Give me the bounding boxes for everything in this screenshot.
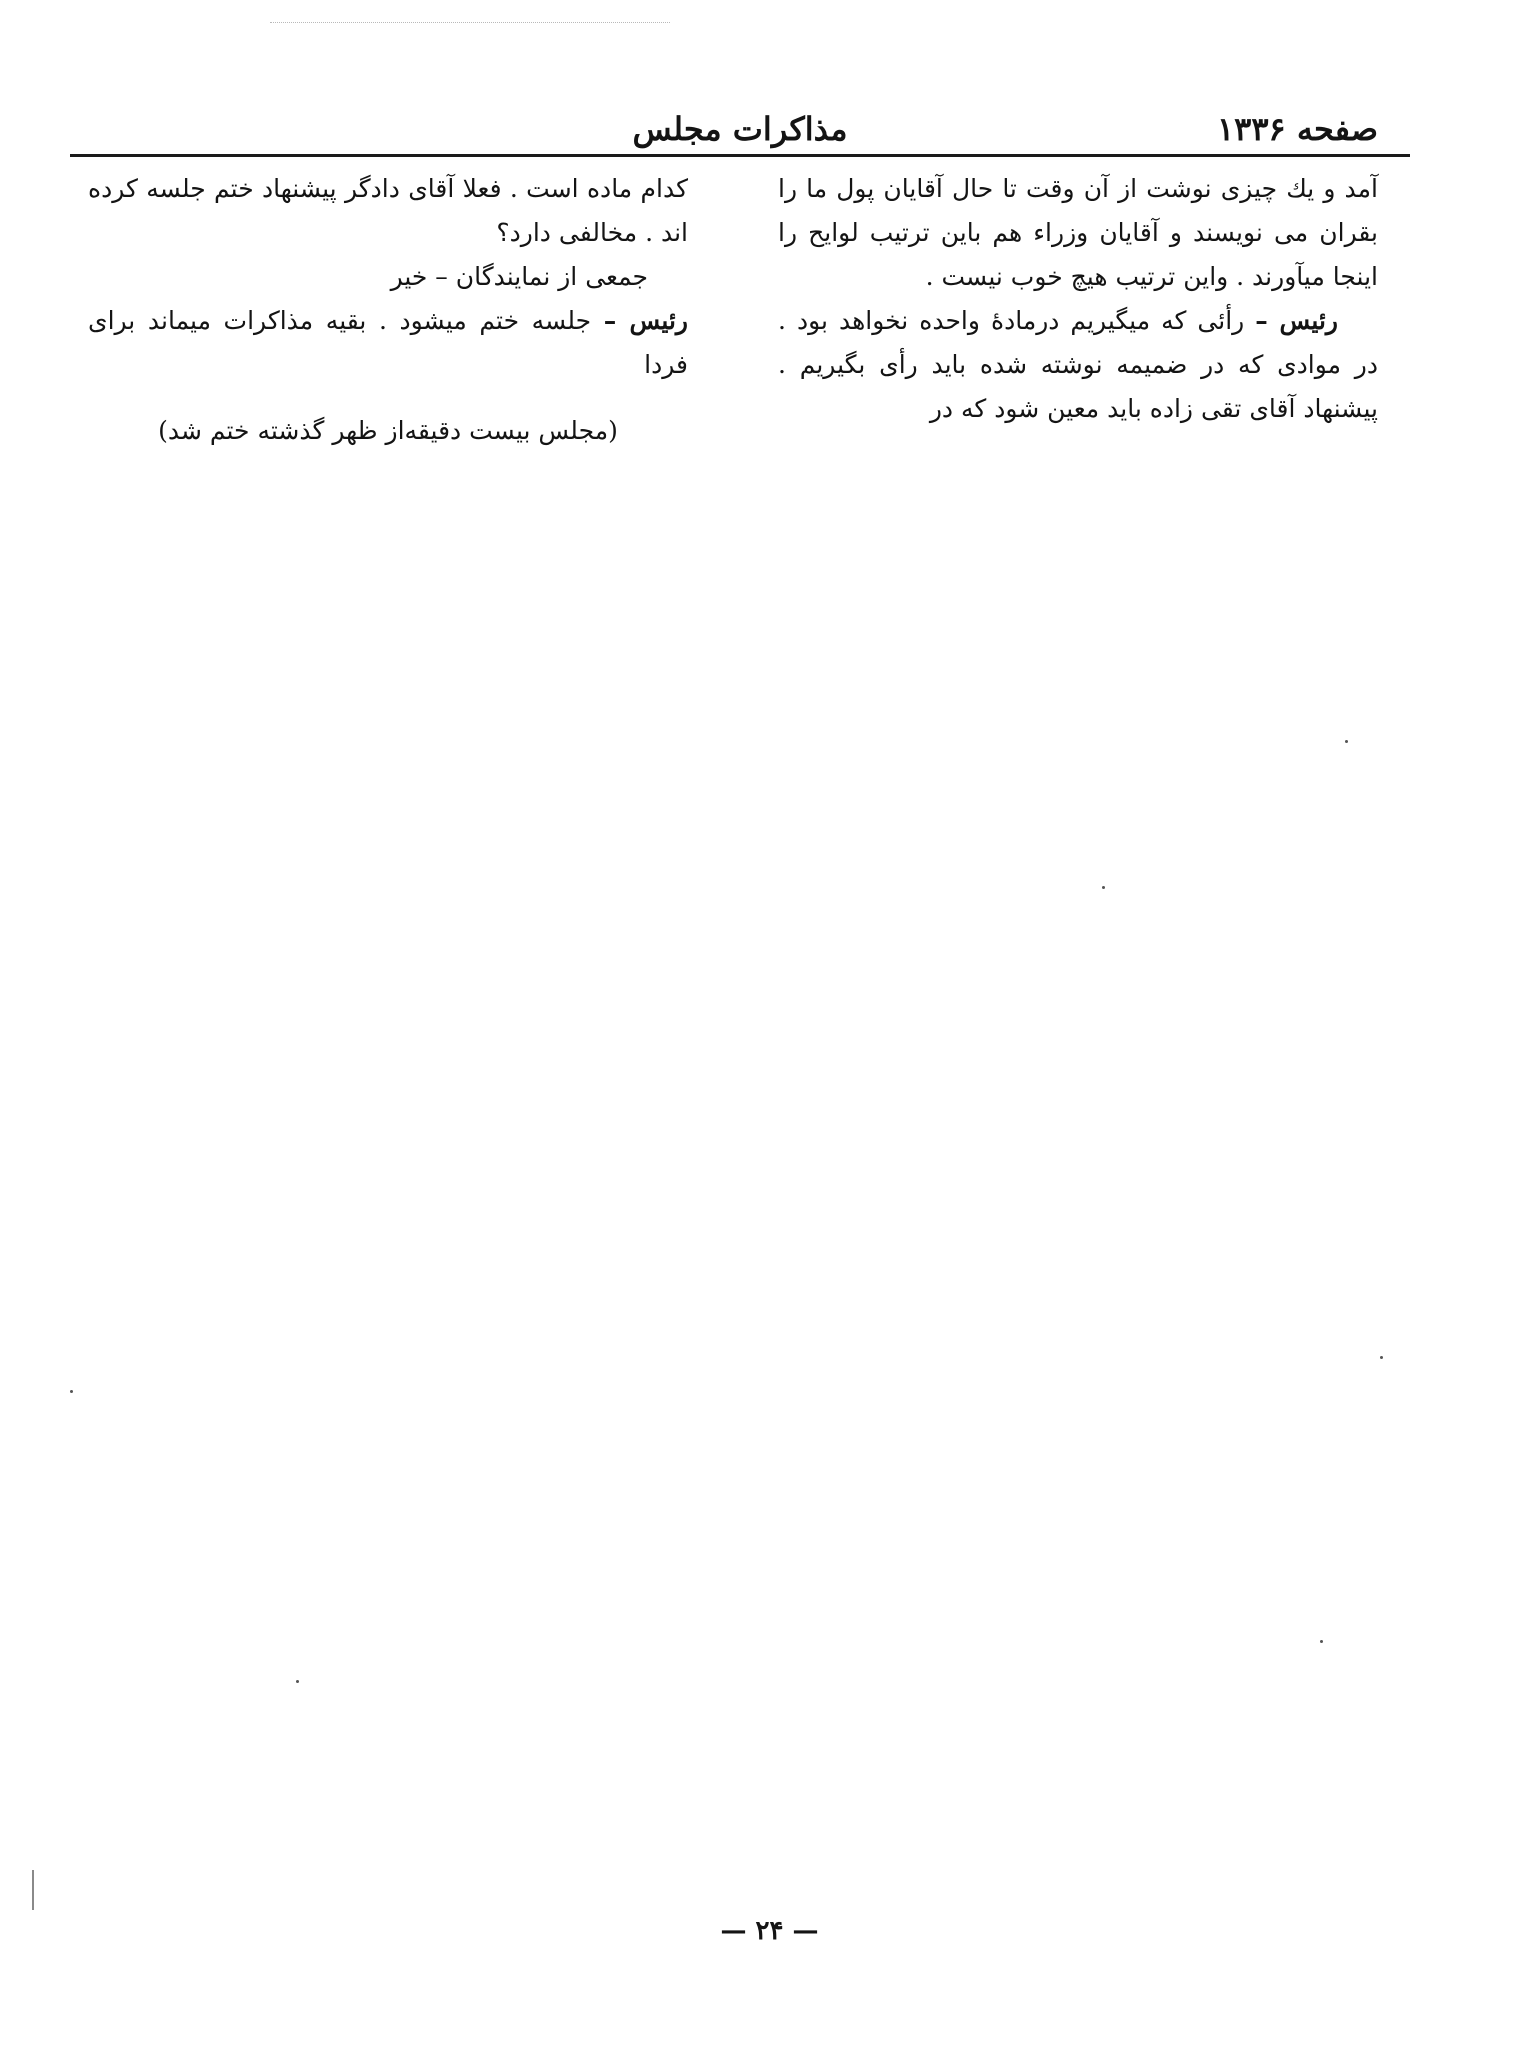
speaker-paragraph <box>778 299 1378 431</box>
scan-speck <box>296 1680 299 1683</box>
speaker-name: رئیس – <box>603 306 688 335</box>
document-page <box>70 100 1410 453</box>
paragraph: آمد و یك چیزی نوشت از آن وقت تا حال آقایان پول ما را بقران می نویسند و آقایان وزراء هم باین ترتیب لوایح را اینجا میآورند . واین ترتیب هیچ خوب نیست . <box>778 174 1378 291</box>
page-number: — ۲۴ — <box>720 1916 819 1946</box>
scan-speck <box>70 1390 73 1393</box>
right-column <box>778 167 1378 453</box>
scan-margin-mark <box>32 1870 34 1910</box>
scan-speck <box>1320 1640 1323 1643</box>
speaker-paragraph <box>88 299 688 387</box>
speaker-name: رئیس – <box>1255 306 1338 335</box>
text-columns <box>70 167 1410 453</box>
speaker-text: جلسه ختم میشود . بقیه مذاکرات میماند برای فردا <box>88 306 688 379</box>
scan-speck <box>1380 1356 1383 1359</box>
members-reply: جمعی از نمایندگان – خیر <box>390 262 648 291</box>
running-title: مذاکرات مجلس <box>632 110 848 148</box>
speaker-text: رأئی که میگیریم درمادهٔ واحده نخواهد بود . در موادی که در ضمیمه نوشته شده باید رأی بگیریم . پیشنهاد آقای تقی زاده باید معین شود که در <box>778 306 1378 423</box>
page-label: صفحه ۱۳۳۶ <box>1216 110 1378 148</box>
page-header <box>70 100 1410 157</box>
paragraph: کدام ماده است . فعلا آقای دادگر پیشنهاد ختم جلسه کرده اند . مخالفی دارد؟ <box>88 174 688 247</box>
scan-speck <box>1102 886 1105 889</box>
scan-speck <box>1345 740 1348 743</box>
top-scan-rule <box>270 22 670 23</box>
left-column <box>88 167 688 453</box>
session-closing-note: (مجلس بیست دقیقه‌از ظهر گذشته ختم شد) <box>158 416 618 445</box>
